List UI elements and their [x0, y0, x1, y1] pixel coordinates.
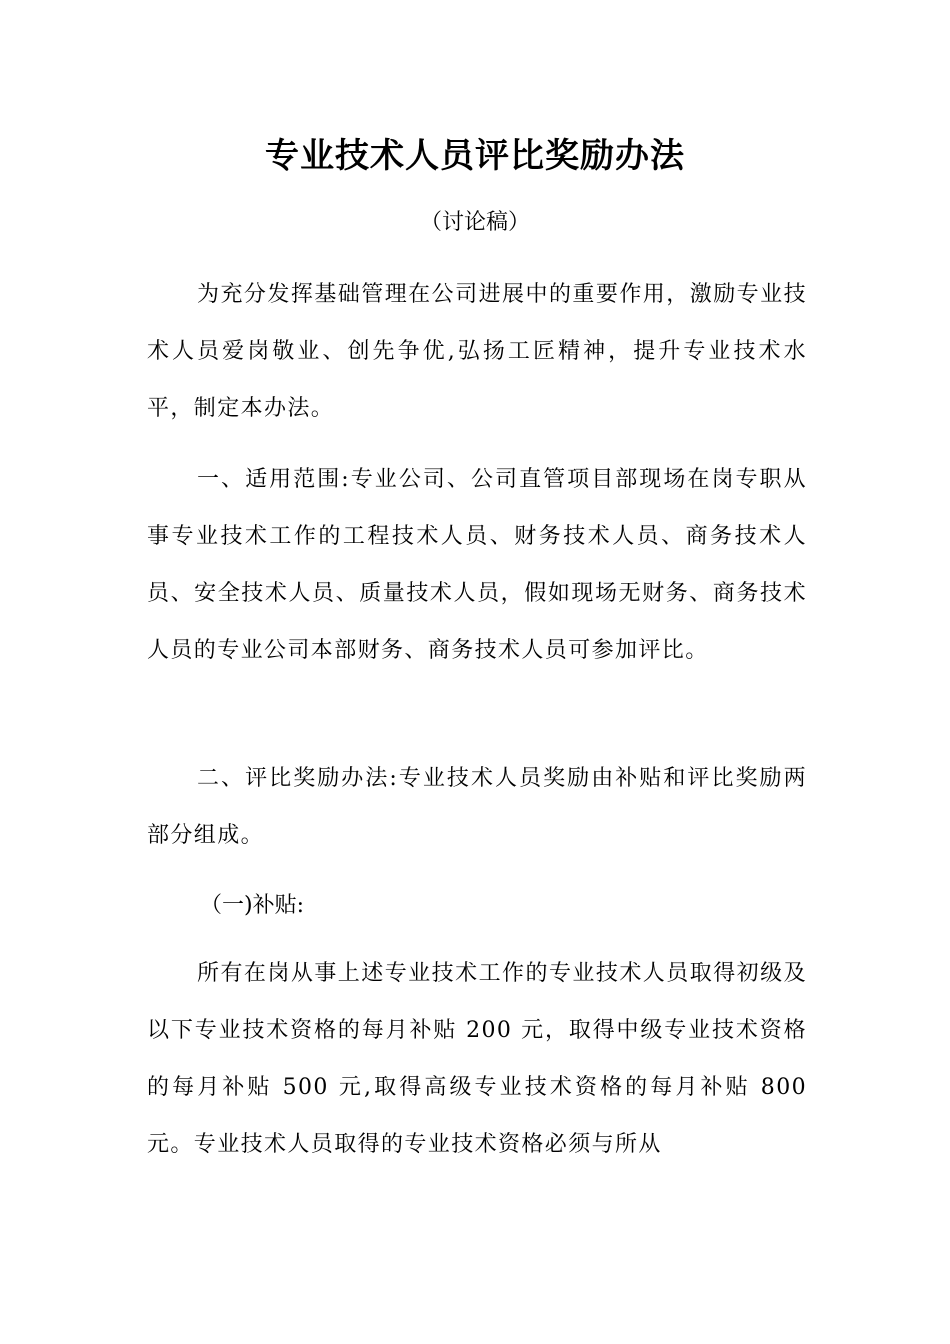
document-title: 专业技术人员评比奖励办法 — [265, 136, 685, 176]
document-subtitle: （讨论稿） — [419, 210, 530, 235]
scope-paragraph: 一、适用范围:专业公司、公司直管项目部现场在岗专职从事专业技术工作的工程技术人员、财务技术人员、商务技术人员、安全技术人员、质量技术人员，假如现场无财务、商务技术人员的专业公司本部财务、商务技术人员可参加评比。 — [147, 467, 807, 663]
intro-paragraph: 为充分发挥基础管理在公司进展中的重要作用，激励专业技术人员爱岗敬业、创先争优,弘扬工匠精神，提升专业技术水平，制定本办法。 — [147, 282, 807, 421]
method-paragraph: 二、评比奖励办法:专业技术人员奖励由补贴和评比奖励两部分组成。 — [147, 766, 807, 848]
subsidy-paragraph: 所有在岗从事上述专业技术工作的专业技术人员取得初级及以下专业技术资格的每月补贴 200 元，取得中级专业技术资格的每月补贴 500 元,取得高级专业技术资格的每月补贴 800 元。专业技术人员取得的专业技术资格必须与所从 — [147, 961, 807, 1157]
subsidy-heading: （一)补贴: — [200, 893, 304, 918]
